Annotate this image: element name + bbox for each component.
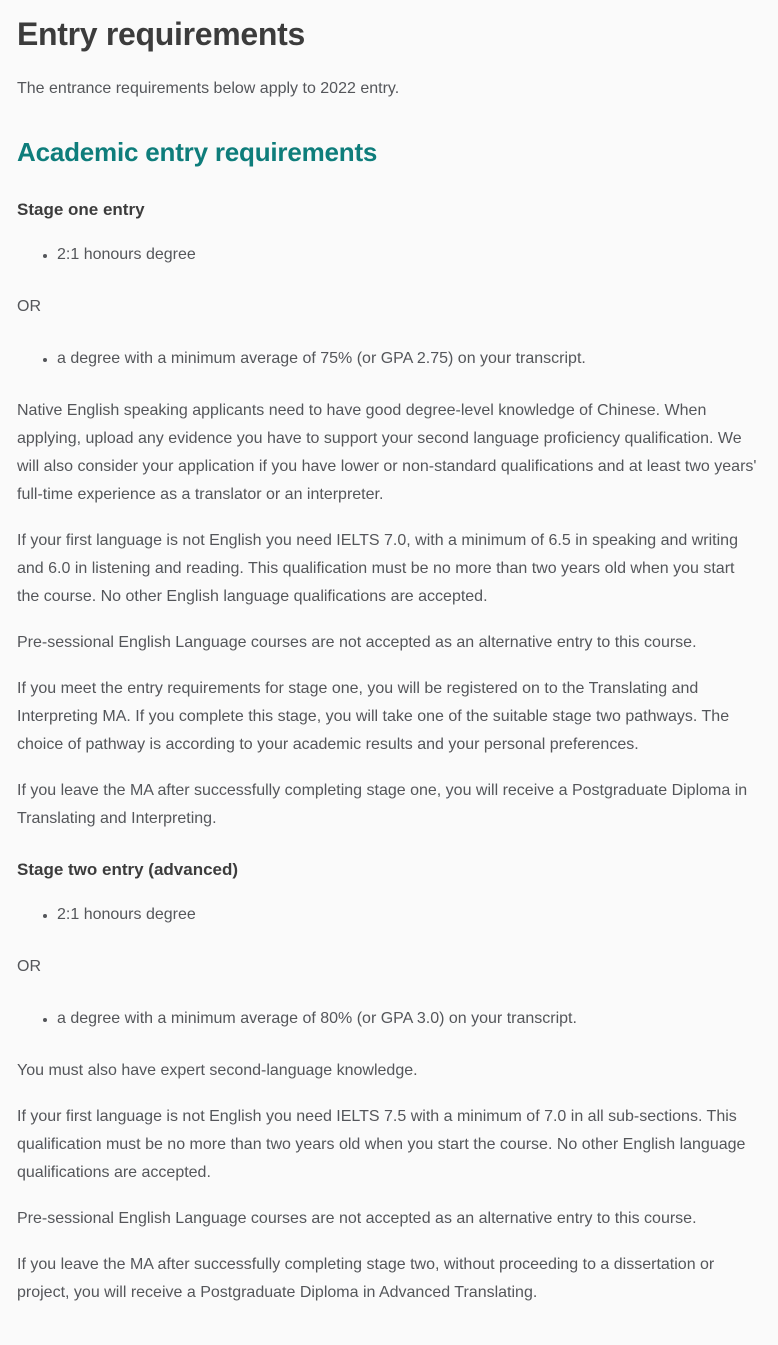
stage-one-heading: Stage one entry (17, 199, 145, 219)
stage-two-or-separator: OR (17, 957, 41, 975)
stage-two-option-list-a (17, 901, 761, 929)
page-title: Entry requirements (17, 16, 306, 52)
stage-two-paragraph: Pre-sessional English Language courses are not accepted as an alternative entry to this course. (17, 1209, 697, 1227)
list-item: • 2:1 honours degree (57, 901, 761, 929)
list-item: • 2:1 honours degree (57, 241, 761, 269)
stage-one-or-separator: OR (17, 297, 41, 315)
list-item: • a degree with a minimum average of 80% (or GPA 3.0) on your transcript. (57, 1005, 761, 1033)
stage-one-option-list-b (17, 345, 761, 373)
stage-two-paragraph: You must also have expert second-language knowledge. (17, 1061, 418, 1079)
stage-two-heading: Stage two entry (advanced) (17, 859, 239, 879)
list-item: • a degree with a minimum average of 75% (or GPA 2.75) on your transcript. (57, 345, 761, 373)
intro-text: The entrance requirements below apply to 2022 entry. (17, 80, 400, 98)
stage-one-paragraph: If you leave the MA after successfully completing stage one, you will receive a Postgraduate Diploma in Translating and Interpreting. (17, 781, 748, 827)
stage-one-paragraph: Pre-sessional English Language courses are not accepted as an alternative entry to this course. (17, 633, 697, 651)
stage-two-paragraph: If your first language is not English you need IELTS 7.5 with a minimum of 7.0 in all sub-sections. This qualification must be no more than two years old when you start the course. No other English language qualifications are accepted. (17, 1107, 746, 1181)
stage-one-paragraph: If you meet the entry requirements for stage one, you will be registered on to the Translating and Interpreting MA. If you complete this stage, you will take one of the suitable stage two pathways. The choice of pathway is according to your academic results and your personal preferences. (17, 679, 730, 753)
academic-entry-requirements-heading: Academic entry requirements (17, 137, 378, 168)
stage-one-paragraph: Native English speaking applicants need to have good degree-level knowledge of Chinese. When applying, upload any evidence you have to support your second language proficiency qualification. We will also consider your application if you have lower or non-standard qualifications and at least two years' full-time experience as a translator or an interpreter. (17, 401, 757, 503)
stage-one-paragraph: If your first language is not English you need IELTS 7.0, with a minimum of 6.5 in speaking and writing and 6.0 in listening and reading. This qualification must be no more than two years old when you start the course. No other English language qualifications are accepted. (17, 531, 738, 605)
stage-two-paragraph: If you leave the MA after successfully completing stage two, without proceeding to a dissertation or project, you will receive a Postgraduate Diploma in Advanced Translating. (17, 1255, 715, 1301)
stage-two-option-list-b (17, 1005, 761, 1033)
stage-one-option-list-a (17, 241, 761, 269)
